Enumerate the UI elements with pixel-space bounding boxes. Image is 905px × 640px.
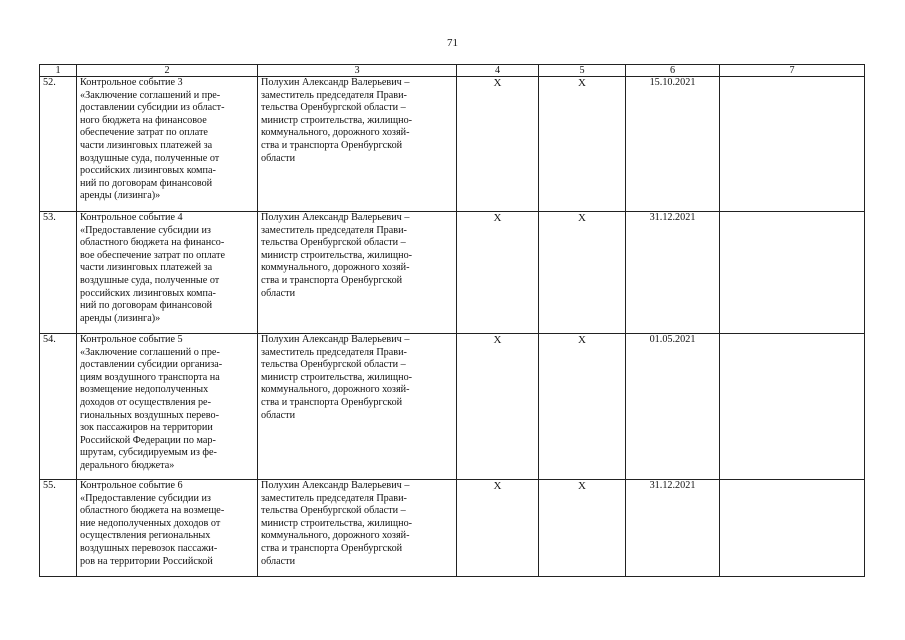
- col4-mark: X: [457, 77, 539, 212]
- col7-cell: [720, 212, 865, 334]
- header-col-1: 1: [40, 65, 77, 77]
- col4-mark: X: [457, 212, 539, 334]
- table-row: [40, 480, 865, 577]
- event-cell: [77, 480, 258, 577]
- event-text: Контрольное событие 4 «Предоставление субсидии из областного бюджета на финансо- вое обеспечение затрат по оплате части лизинговых платежей за воздушные суда, полученные от российских лизинговых компа- ний по договорам финансовой аренды (лизинга)»: [80, 212, 225, 324]
- col5-mark: X: [539, 77, 626, 212]
- row-number: 54.: [40, 334, 77, 480]
- event-text: Контрольное событие 3 «Заключение соглашений и пре- доставлении субсидии из област- ного бюджета на финансовое обеспечение затрат по оплате части лизинговых платежей за воздушные суда, полученные от российских лизинговых компа- ний по договорам финансовой аренды (лизинга)»: [80, 77, 225, 202]
- responsible-cell: [258, 480, 457, 577]
- col5-mark: X: [539, 480, 626, 577]
- table-row: [40, 77, 865, 212]
- deadline-date: 31.12.2021: [626, 480, 720, 577]
- responsible-cell: [258, 334, 457, 480]
- event-cell: [77, 334, 258, 480]
- header-col-4: 4: [457, 65, 539, 77]
- event-text: Контрольное событие 5 «Заключение соглашений о пре- доставлении субсидии организа- циям воздушного транспорта на возмещение недополученных доходов от осуществления ре- гиональных воздушных перево- зок пассажиров на территории Российской Федерации по мар- шрутам, субсидируемым из фе- дерального бюджета»: [80, 334, 223, 471]
- header-col-3: 3: [258, 65, 457, 77]
- header-col-6: 6: [626, 65, 720, 77]
- responsible-cell: [258, 77, 457, 212]
- event-cell: [77, 77, 258, 212]
- col5-mark: X: [539, 212, 626, 334]
- col7-cell: [720, 334, 865, 480]
- col7-cell: [720, 77, 865, 212]
- table-row: [40, 212, 865, 334]
- row-number: 52.: [40, 77, 77, 212]
- event-cell: [77, 212, 258, 334]
- deadline-date: 01.05.2021: [626, 334, 720, 480]
- responsible-text: Полухин Александр Валерьевич – заместитель председателя Прави- тельства Оренбургской области – министр строительства, жилищно- коммунального, дорожного хозяй- ства и транспорта Оренбургской области: [261, 212, 413, 299]
- responsible-text: Полухин Александр Валерьевич – заместитель председателя Прави- тельства Оренбургской области – министр строительства, жилищно- коммунального, дорожного хозяй- ства и транспорта Оренбургской области: [261, 334, 413, 421]
- page-number: 71: [447, 37, 458, 49]
- control-events-table: [39, 64, 865, 577]
- responsible-cell: [258, 212, 457, 334]
- header-row: [40, 65, 865, 77]
- responsible-text: Полухин Александр Валерьевич – заместитель председателя Прави- тельства Оренбургской области – министр строительства, жилищно- коммунального, дорожного хозяй- ства и транспорта Оренбургской области: [261, 480, 413, 567]
- row-number: 53.: [40, 212, 77, 334]
- col5-mark: X: [539, 334, 626, 480]
- header-col-5: 5: [539, 65, 626, 77]
- header-col-7: 7: [720, 65, 865, 77]
- responsible-text: Полухин Александр Валерьевич – заместитель председателя Прави- тельства Оренбургской области – министр строительства, жилищно- коммунального, дорожного хозяй- ства и транспорта Оренбургской области: [261, 77, 413, 164]
- deadline-date: 31.12.2021: [626, 212, 720, 334]
- col4-mark: X: [457, 480, 539, 577]
- event-text: Контрольное событие 6 «Предоставление субсидии из областного бюджета на возмеще- ние недополученных доходов от осуществления региональных воздушных перевозок пассажи- ров на территории Российской: [80, 480, 225, 567]
- col4-mark: X: [457, 334, 539, 480]
- deadline-date: 15.10.2021: [626, 77, 720, 212]
- header-col-2: 2: [77, 65, 258, 77]
- row-number: 55.: [40, 480, 77, 577]
- table-row: [40, 334, 865, 480]
- col7-cell: [720, 480, 865, 577]
